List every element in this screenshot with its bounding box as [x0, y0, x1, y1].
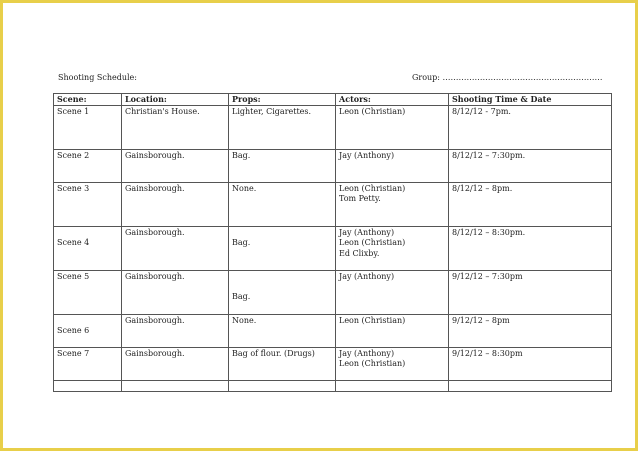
table-row — [54, 105, 612, 149]
table-header-row — [54, 94, 612, 106]
actor-name: Ed Clixby. — [339, 248, 380, 258]
column-header-scene: Scene: — [54, 94, 122, 106]
props-cell: Bag of flour. (Drugs) — [229, 347, 336, 380]
table-row — [54, 182, 612, 226]
schedule-title: Shooting Schedule: — [58, 73, 137, 82]
props-cell: Lighter, Cigarettes. — [229, 105, 336, 149]
time-cell: 9/12/12 – 8:30pm — [449, 347, 612, 380]
shooting-schedule-table — [53, 93, 612, 392]
actor-name: Leon (Christian) — [339, 106, 406, 116]
actors-cell — [336, 105, 449, 149]
column-header-props: Props: — [229, 94, 336, 106]
column-header-time: Shooting Time & Date — [449, 94, 612, 106]
empty-cell — [449, 380, 612, 391]
time-cell: 9/12/12 – 7:30pm — [449, 270, 612, 314]
empty-cell — [122, 380, 229, 391]
table-row — [54, 314, 612, 347]
scene-label: Scene 4 — [57, 237, 90, 247]
props-cell: None. — [229, 182, 336, 226]
props-label: Bag. — [232, 237, 251, 247]
props-cell: Bag. — [229, 149, 336, 182]
actor-name: Tom Petty. — [339, 194, 381, 203]
scene-cell: Scene 7 — [54, 347, 122, 380]
actor-name: Leon (Christian) — [339, 359, 406, 368]
actors-cell — [336, 149, 449, 182]
actors-cell — [336, 226, 449, 270]
actor-name: Jay (Anthony) — [339, 348, 395, 358]
empty-cell — [336, 380, 449, 391]
actor-name: Leon (Christian) — [339, 183, 406, 193]
location-cell: Gainsborough. — [122, 182, 229, 226]
empty-cell — [54, 380, 122, 391]
actor-name: Leon (Christian) — [339, 238, 406, 247]
table-row — [54, 347, 612, 380]
location-cell: Gainsborough. — [122, 314, 229, 347]
empty-cell — [229, 380, 336, 391]
time-cell: 8/12/12 – 7:30pm. — [449, 149, 612, 182]
table-row — [54, 226, 612, 270]
time-cell: 8/12/12 – 8:30pm. — [449, 226, 612, 270]
time-cell: 9/12/12 – 8pm — [449, 314, 612, 347]
column-header-location: Location: — [122, 94, 229, 106]
actor-name: Jay (Anthony) — [339, 271, 395, 281]
location-cell: Christian's House. — [122, 105, 229, 149]
scene-cell — [54, 226, 122, 270]
scene-label: Scene 6 — [57, 325, 90, 335]
location-cell: Gainsborough. — [122, 149, 229, 182]
actors-cell — [336, 182, 449, 226]
scene-cell: Scene 1 — [54, 105, 122, 149]
location-cell: Gainsborough. — [122, 270, 229, 314]
time-cell: 8/12/12 - 7pm. — [449, 105, 612, 149]
actors-cell — [336, 314, 449, 347]
props-cell — [229, 270, 336, 314]
scene-cell — [54, 314, 122, 347]
actor-name: Jay (Anthony) — [339, 150, 395, 160]
props-cell: None. — [229, 314, 336, 347]
actors-cell — [336, 347, 449, 380]
actor-name: Jay (Anthony) — [339, 227, 395, 237]
location-cell: Gainsborough. — [122, 347, 229, 380]
actors-cell — [336, 270, 449, 314]
group-field: Group: …………………………………………………… — [412, 73, 603, 82]
empty-table-row — [54, 380, 612, 391]
column-header-actors: Actors: — [336, 94, 449, 106]
table-row — [54, 270, 612, 314]
scene-cell: Scene 5 — [54, 270, 122, 314]
props-label: Bag. — [232, 291, 251, 301]
location-cell: Gainsborough. — [122, 226, 229, 270]
scene-cell: Scene 3 — [54, 182, 122, 226]
actor-name: Leon (Christian) — [339, 315, 406, 325]
props-cell — [229, 226, 336, 270]
scene-cell: Scene 2 — [54, 149, 122, 182]
table-row — [54, 149, 612, 182]
time-cell: 8/12/12 – 8pm. — [449, 182, 612, 226]
